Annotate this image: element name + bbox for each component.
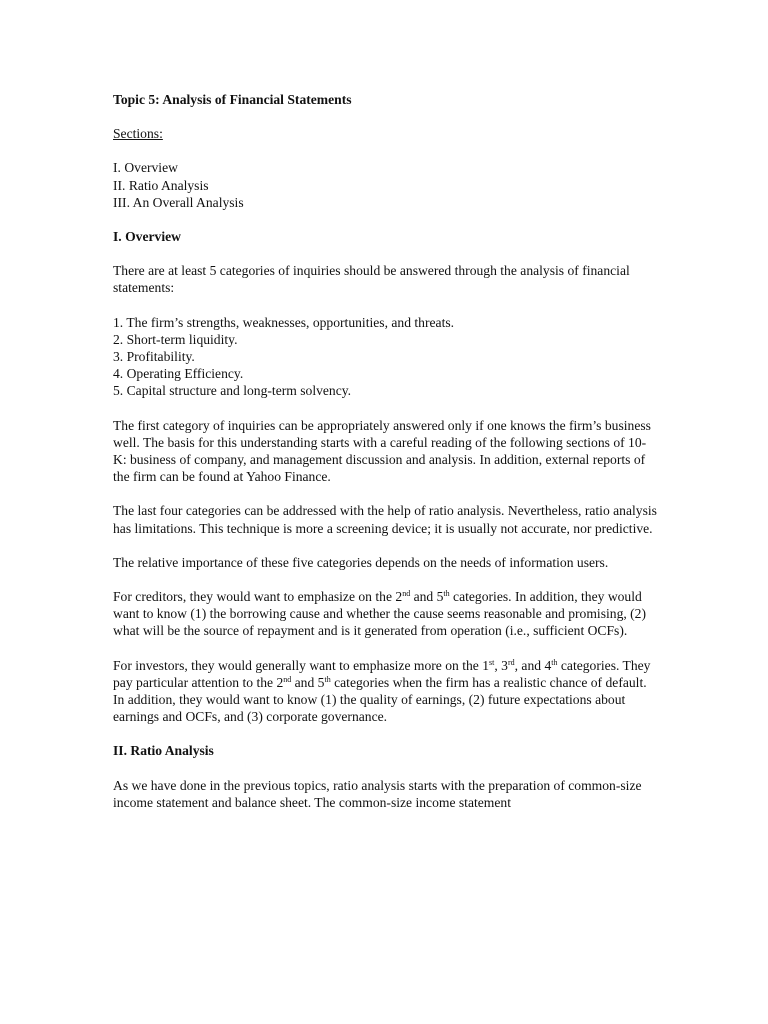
investors-text: categories when the firm has a realistic chance of default. In addition, they would want to know (1) the quality of earnings, (2) future expectations about earnings and OCFs, and (3) corporate governance. bbox=[113, 674, 647, 725]
category-list-item: 2. Short-term liquidity. bbox=[113, 331, 238, 347]
section-list-item: II. Ratio Analysis bbox=[113, 177, 209, 193]
investors-text: categories. They pay particular attention to the 2 bbox=[113, 657, 651, 690]
category-list-item: 3. Profitability. bbox=[113, 349, 195, 365]
creditors-text: For creditors, they would want to emphasize on the 2 bbox=[113, 589, 403, 605]
creditors-text: and 5 bbox=[410, 589, 444, 605]
category-list-item: 1. The firm’s strengths, weaknesses, opportunities, and threats. bbox=[113, 314, 455, 330]
document-page bbox=[113, 91, 658, 828]
relative-importance-paragraph: The relative importance of these five categories depends on the needs of information users. bbox=[113, 554, 609, 570]
overview-intro-paragraph: There are at least 5 categories of inquiries should be answered through the analysis of financial statements: bbox=[113, 263, 630, 296]
category-list bbox=[113, 314, 658, 400]
ordinal-suffix: rd bbox=[507, 657, 515, 667]
overview-heading: I. Overview bbox=[113, 229, 181, 245]
ordinal-suffix: th bbox=[324, 674, 331, 684]
investors-text: , and 4 bbox=[514, 657, 552, 673]
ordinal-suffix: st bbox=[489, 657, 495, 667]
investors-text: For investors, they would generally want to emphasize more on the 1 bbox=[113, 657, 490, 673]
ordinal-suffix: nd bbox=[402, 589, 411, 599]
section-list-item: I. Overview bbox=[113, 160, 178, 176]
ratio-analysis-heading: II. Ratio Analysis bbox=[113, 743, 214, 759]
first-category-paragraph: The first category of inquiries can be appropriately answered only if one knows the firm’s business well. The basis for this understanding starts with a careful reading of the following sections of 10-K: business of company, and management discussion and analysis. In addition, external reports of the firm can be found at Yahoo Finance. bbox=[113, 417, 651, 485]
investors-text: , 3 bbox=[494, 657, 508, 673]
investors-text: and 5 bbox=[291, 674, 325, 690]
section-list bbox=[113, 159, 658, 211]
ordinal-suffix: th bbox=[443, 589, 450, 599]
last-four-categories-paragraph: The last four categories can be addressed with the help of ratio analysis. Nevertheless, ratio analysis has limitations. This technique is more a screening device; it is usually not accurate, nor predictive. bbox=[113, 503, 657, 536]
ratio-analysis-paragraph: As we have done in the previous topics, ratio analysis starts with the preparation of common-size income statement and balance sheet. The common-size income statement bbox=[113, 777, 642, 810]
ordinal-suffix: th bbox=[551, 657, 558, 667]
investors-paragraph bbox=[113, 657, 658, 726]
sections-label: Sections: bbox=[113, 126, 163, 142]
creditors-text: categories. In addition, they would want to know (1) the borrowing cause and whether the cause seems reasonable and promising, (2) what will be the source of repayment and is it generated from operation (i.e., sufficient OCFs). bbox=[113, 589, 647, 639]
document-title: Topic 5: Analysis of Financial Statements bbox=[113, 92, 352, 107]
creditors-paragraph bbox=[113, 588, 658, 640]
ordinal-suffix: nd bbox=[283, 674, 292, 684]
section-list-item: III. An Overall Analysis bbox=[113, 194, 244, 210]
category-list-item: 4. Operating Efficiency. bbox=[113, 366, 244, 382]
category-list-item: 5. Capital structure and long-term solvency. bbox=[113, 383, 352, 399]
